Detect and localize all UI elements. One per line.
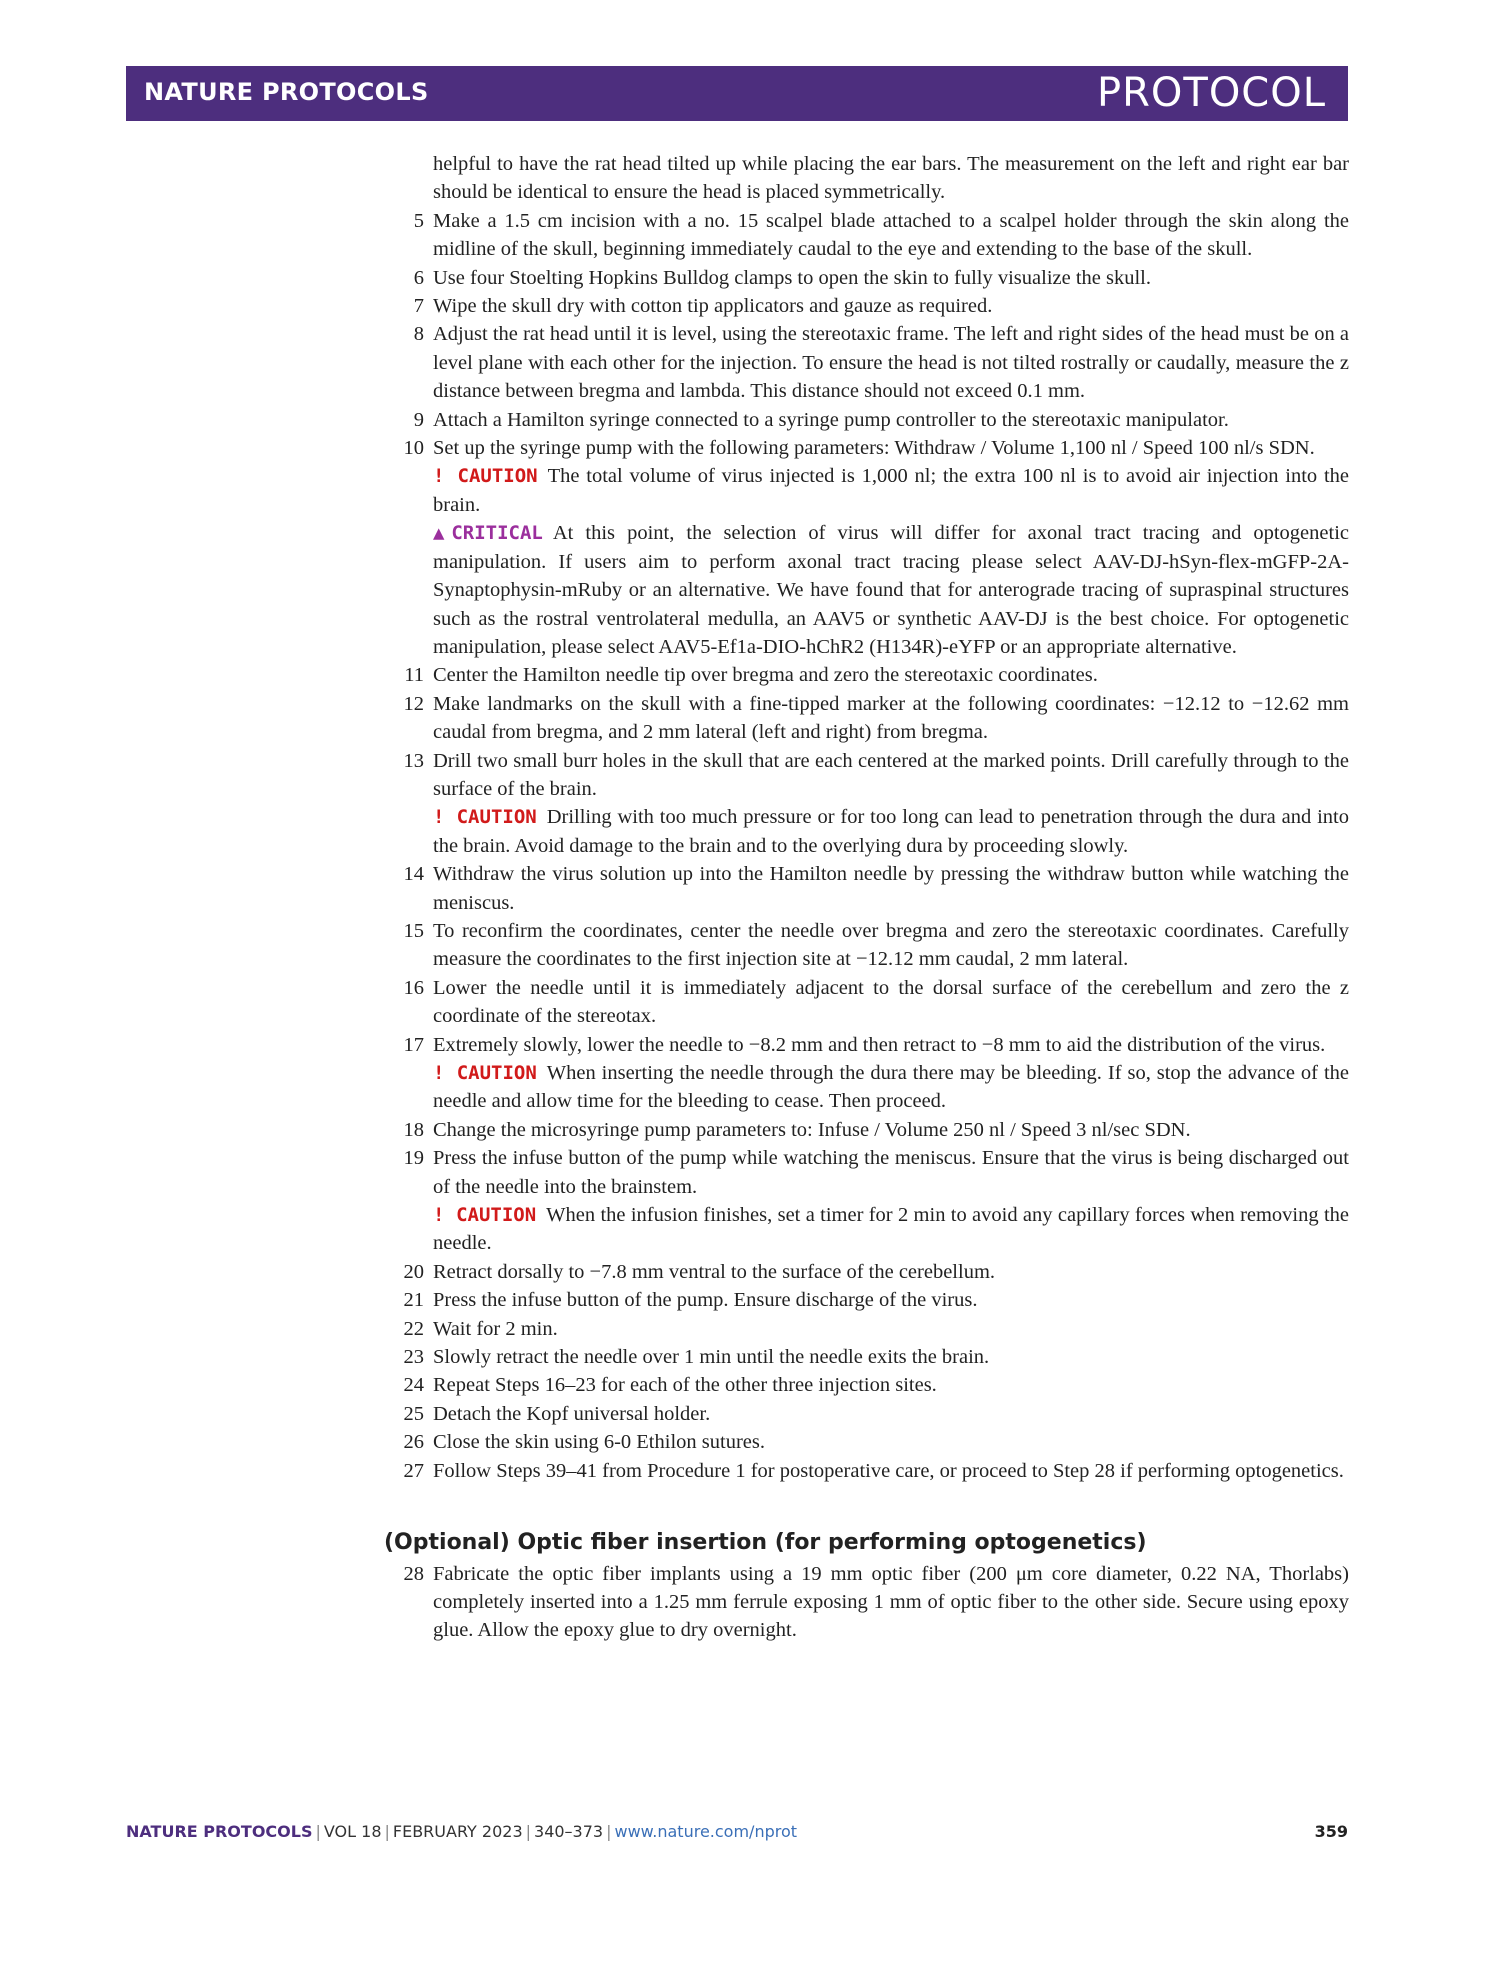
critical-note: [384, 519, 1349, 661]
step-text: Fabricate the optic fiber implants using a 19 mm optic fiber (200 μm core diameter, 0.22 NA, Thorlabs) completely inserted into a 1.25 mm ferrule exposing 1 mm of optic fiber to the other side. Secure using epoxy glue. Allow the epoxy glue to dry overnight.: [433, 1562, 1349, 1642]
step-number: 21: [403, 1289, 424, 1312]
step-text: Press the infuse button of the pump. Ensure discharge of the virus.: [433, 1289, 978, 1312]
protocol-step: [384, 1428, 1349, 1456]
step-text: Center the Hamilton needle tip over bregma and zero the stereotaxic coordinates.: [433, 664, 1098, 687]
step-number: 22: [403, 1317, 424, 1340]
protocol-step: [384, 974, 1349, 1031]
step-number: 15: [403, 919, 424, 942]
step-text: Follow Steps 39–41 from Procedure 1 for postoperative care, or proceed to Step 28 if performing optogenetics.: [433, 1459, 1344, 1482]
step-number: 28: [403, 1562, 424, 1585]
steps-group-d: [384, 1116, 1349, 1201]
steps-group-a: [384, 207, 1349, 463]
caution-note: [384, 1201, 1349, 1258]
step-number: 24: [403, 1374, 424, 1397]
steps-group-b: [384, 661, 1349, 803]
footer-volume: VOL 18: [323, 1822, 382, 1841]
step-text: Withdraw the virus solution up into the Hamilton needle by pressing the withdraw button while watching the meniscus.: [433, 863, 1349, 914]
step-text: Extremely slowly, lower the needle to −8.2 mm and then retract to −8 mm to aid the distribution of the virus.: [433, 1033, 1326, 1056]
protocol-step: [384, 1560, 1349, 1645]
step-text: Press the infuse button of the pump while watching the meniscus. Ensure that the virus is being discharged out of the needle into the brainstem.: [433, 1147, 1349, 1198]
step-text: Wipe the skull dry with cotton tip applicators and gauze as required.: [433, 295, 993, 318]
step-number: 5: [413, 209, 424, 232]
step-text: Detach the Kopf universal holder.: [433, 1402, 711, 1425]
step-number: 17: [403, 1033, 424, 1056]
step-number: 25: [403, 1402, 424, 1425]
article-type: PROTOCOL: [1096, 70, 1326, 116]
caution-text: The total volume of virus injected is 1,000 nl; the extra 100 nl is to avoid air injection into the brain.: [433, 465, 1350, 516]
step-number: 10: [403, 437, 424, 460]
footer-separator: |: [606, 1822, 612, 1841]
footer-pages: 340–373: [534, 1822, 604, 1841]
protocol-step: [384, 690, 1349, 747]
step-number: 13: [403, 749, 424, 772]
step-number: 12: [403, 692, 424, 715]
protocol-step: [384, 1258, 1349, 1286]
footer-separator: |: [315, 1822, 321, 1841]
protocol-step: [384, 320, 1349, 405]
step-text: Slowly retract the needle over 1 min until the needle exits the brain.: [433, 1346, 990, 1369]
protocol-step: [384, 406, 1349, 434]
step-text: Change the microsyringe pump parameters to: Infuse / Volume 250 nl / Speed 3 nl/sec SDN.: [433, 1118, 1191, 1141]
step-number: 18: [403, 1118, 424, 1141]
step-number: 8: [413, 323, 424, 346]
protocol-step: [384, 661, 1349, 689]
protocol-step: [384, 860, 1349, 917]
caution-text: When the infusion finishes, set a timer for 2 min to avoid any capillary forces when removing the needle.: [433, 1204, 1350, 1255]
protocol-step: [384, 1400, 1349, 1428]
footer-separator: |: [525, 1822, 532, 1841]
step-number: 20: [403, 1260, 424, 1283]
page-footer: [126, 1822, 1348, 1841]
step-number: 7: [413, 295, 424, 318]
step-number: 26: [403, 1431, 424, 1454]
step-number: 11: [404, 664, 424, 687]
step-text: Retract dorsally to −7.8 mm ventral to the surface of the cerebellum.: [433, 1260, 996, 1283]
steps-group-c: [384, 860, 1349, 1059]
protocol-step: [384, 1371, 1349, 1399]
protocol-step: [384, 1457, 1349, 1485]
section-heading: (Optional) Optic fiber insertion (for performing optogenetics): [384, 1530, 1147, 1556]
page-number: 359: [1314, 1822, 1348, 1841]
footer-url-link[interactable]: www.nature.com/nprot: [614, 1822, 798, 1841]
protocol-step: [384, 1286, 1349, 1314]
protocol-step: [384, 264, 1349, 292]
step-number: 16: [403, 976, 424, 999]
caution-label: ! CAUTION: [433, 1062, 537, 1084]
step-number: 27: [403, 1459, 424, 1482]
step-text: Close the skin using 6-0 Ethilon sutures.: [433, 1431, 765, 1454]
step-text: Drill two small burr holes in the skull that are each centered at the marked points. Drill carefully through to the surface of the brain.: [433, 749, 1349, 800]
protocol-step: [384, 1144, 1349, 1201]
step-number: 14: [403, 863, 424, 886]
critical-label: ▲CRITICAL: [433, 522, 543, 545]
step-text: Set up the syringe pump with the following parameters: Withdraw / Volume 1,100 nl / Speed 100 nl/s SDN.: [433, 437, 1315, 460]
caution-note: [384, 803, 1349, 860]
step-number: 6: [413, 266, 424, 289]
step-number: 23: [403, 1346, 424, 1369]
step-text: Adjust the rat head until it is level, using the stereotaxic frame. The left and right sides of the head must be on a level plane with each other for the injection. To ensure the head is not tilted rostrally or caudally, measure the z distance between bregma and lambda. This distance should not exceed 0.1 mm.: [433, 323, 1349, 403]
protocol-step: [384, 917, 1349, 974]
critical-text: At this point, the selection of virus will differ for axonal tract tracing and optogenetic manipulation. If users aim to perform axonal tract tracing please select AAV-DJ-hSyn-flex-mGFP-2A-Synaptophysin-mRuby or an alternative. We have found that for anterograde tracing of supraspinal structures such as the rostral ventrolateral medulla, an AAV5 or synthetic AAV-DJ is the best choice. For optogenetic manipulation, please select AAV5-Ef1a-DIO-hChR2 (H134R)-eYFP or an appropriate alternative.: [433, 522, 1349, 658]
step-text: Wait for 2 min.: [433, 1317, 558, 1340]
step-number: 19: [403, 1147, 424, 1170]
caution-label: ! CAUTION: [433, 465, 538, 488]
caution-note: [384, 462, 1349, 519]
protocol-step: [384, 434, 1349, 462]
protocol-step: [384, 1343, 1349, 1371]
page-body: [384, 150, 1349, 1645]
step-text: Repeat Steps 16–23 for each of the other three injection sites.: [433, 1374, 937, 1397]
caution-text: Drilling with too much pressure or for too long can lead to penetration through the dura and into the brain. Avoid damage to the brain and to the overlying dura by proceeding slowly.: [433, 806, 1349, 857]
protocol-step: [384, 292, 1349, 320]
step-text: Make a 1.5 cm incision with a no. 15 scalpel blade attached to a scalpel holder through the skin along the midline of the skull, beginning immediately caudal to the eye and extending to the base of the skull.: [433, 209, 1349, 261]
protocol-step: [384, 747, 1349, 804]
caution-text: When inserting the needle through the dura there may be bleeding. If so, stop the advance of the needle and allow time for the bleeding to cease. Then proceed.: [433, 1062, 1349, 1113]
journal-name: NATURE PROTOCOLS: [144, 78, 429, 106]
journal-header-bar: [126, 66, 1348, 121]
step-text: Use four Stoelting Hopkins Bulldog clamps to open the skin to fully visualize the skull.: [433, 266, 1152, 289]
step-text: Make landmarks on the skull with a fine-tipped marker at the following coordinates: −12.12 to −12.62 mm caudal from bregma, and 2 mm lateral (left and right) from bregma.: [433, 692, 1349, 744]
steps-group-e: [384, 1258, 1349, 1485]
step-text: Attach a Hamilton syringe connected to a syringe pump controller to the stereotaxic manipulator.: [433, 408, 1229, 431]
continuation-text: helpful to have the rat head tilted up while placing the ear bars. The measurement on the left and right ear bar should be identical to ensure the head is placed symmetrically.: [433, 153, 1349, 204]
step-text: To reconfirm the coordinates, center the needle over bregma and zero the stereotaxic coordinates. Carefully measure the coordinates to the first injection site at −12.12 mm caudal, 2 mm lateral.: [433, 919, 1349, 971]
footer-date: FEBRUARY 2023: [392, 1822, 523, 1841]
step-text: Lower the needle until it is immediately adjacent to the dorsal surface of the cerebellum and zero the z coordinate of the stereotax.: [433, 976, 1349, 1028]
caution-label: ! CAUTION: [433, 1204, 537, 1227]
caution-label: ! CAUTION: [433, 806, 537, 829]
footer-separator: |: [384, 1822, 390, 1841]
protocol-step: [384, 207, 1349, 264]
protocol-step: [384, 1031, 1349, 1059]
protocol-step: [384, 1116, 1349, 1144]
caution-note: [384, 1059, 1349, 1116]
protocol-step: [384, 1315, 1349, 1343]
footer-journal: NATURE PROTOCOLS: [126, 1822, 313, 1841]
step-number: 9: [413, 408, 424, 431]
